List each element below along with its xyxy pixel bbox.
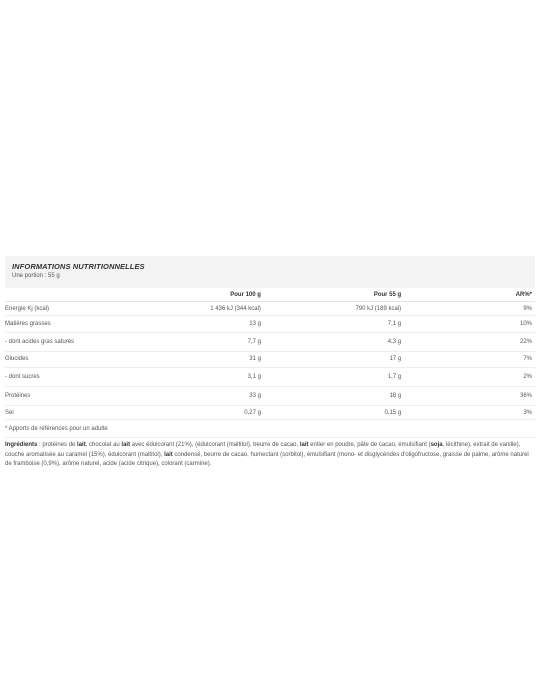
ingredient-text: , lécithine), extrait de vanille), couche aromatisée au caramel (15%), édulcorant (maltitol), — [5, 442, 521, 458]
row-ar: 9% — [404, 302, 535, 316]
ingredients-text — [5, 441, 533, 470]
column-header-ar: AR%* — [404, 288, 535, 302]
row-ar: 36% — [404, 387, 535, 406]
table-row — [5, 406, 535, 420]
row-label: - dont acides gras saturés — [5, 332, 181, 351]
row-per100: 33 g — [181, 387, 264, 406]
row-per55: 1,7 g — [264, 368, 404, 387]
column-header-per55: Pour 55 g — [264, 288, 404, 302]
ingredients-label: Ingrédients — [5, 442, 38, 448]
row-per100: 13 g — [181, 316, 264, 333]
ingredient-text: entier en poudre, pâte de cacao, émulsifiant ( — [308, 442, 431, 448]
ingredients-list — [5, 442, 529, 467]
table-row — [5, 351, 535, 368]
row-per55: 17 g — [264, 351, 404, 368]
allergen-highlight: lait — [121, 442, 131, 448]
row-per55: 0,15 g — [264, 406, 404, 420]
row-label: Energie Kj (kcal) — [5, 302, 181, 316]
row-per55: 790 kJ (189 kcal) — [264, 302, 404, 316]
row-label: - dont sucres — [5, 368, 181, 387]
row-label: Sel — [5, 406, 181, 420]
allergen-highlight: lait — [77, 442, 86, 448]
ingredient-text: avec édulcorant (21%), (édulcorant (maltitol), beurre de cacao, — [130, 442, 300, 448]
row-per100: 31 g — [181, 351, 264, 368]
nutrition-table — [5, 288, 535, 420]
table-row — [5, 302, 535, 316]
row-per55: 18 g — [264, 387, 404, 406]
table-row — [5, 387, 535, 406]
ingredient-text: : protéines de — [37, 442, 78, 448]
row-per55: 7,1 g — [264, 316, 404, 333]
allergen-highlight: soja — [430, 442, 443, 448]
row-per100: 1 436 kJ (344 kcal) — [181, 302, 264, 316]
table-row — [5, 368, 535, 387]
row-label: Matières grasses — [5, 316, 181, 333]
row-per55: 4,3 g — [264, 332, 404, 351]
reference-footnote: * Apports de références pour un adulte — [5, 425, 535, 438]
column-header-per100: Pour 100 g — [181, 288, 264, 302]
row-ar: 3% — [404, 406, 535, 420]
ingredient-text: , chocolat au — [85, 442, 122, 448]
allergen-highlight: lait — [164, 451, 173, 458]
portion-size: Une portion : 55 g — [12, 273, 60, 279]
row-per100: 7,7 g — [181, 332, 264, 351]
table-row — [5, 316, 535, 333]
row-ar: 7% — [404, 351, 535, 368]
nutrition-panel — [0, 256, 540, 470]
row-per100: 0,27 g — [181, 406, 264, 420]
nutrition-title: INFORMATIONS NUTRITIONNELLES — [12, 262, 145, 271]
table-header-row — [5, 288, 535, 302]
ingredient-text: condensé, beurre de cacao, humectant (sorbitol), émulsifiant (mono- et disglycérides d'oligofructose, graisse de palme, arôme naturel de framboise (0,9%), arôme naturel, acide (acide citrique), colorant (carmine). — [5, 451, 529, 467]
row-ar: 10% — [404, 316, 535, 333]
nutrition-header — [5, 256, 535, 288]
allergen-highlight: lait — [299, 442, 309, 448]
table-row — [5, 332, 535, 351]
row-label: Protéines — [5, 387, 181, 406]
row-ar: 2% — [404, 368, 535, 387]
column-header-label — [5, 288, 181, 302]
row-ar: 22% — [404, 332, 535, 351]
row-label: Glucides — [5, 351, 181, 368]
row-per100: 3,1 g — [181, 368, 264, 387]
